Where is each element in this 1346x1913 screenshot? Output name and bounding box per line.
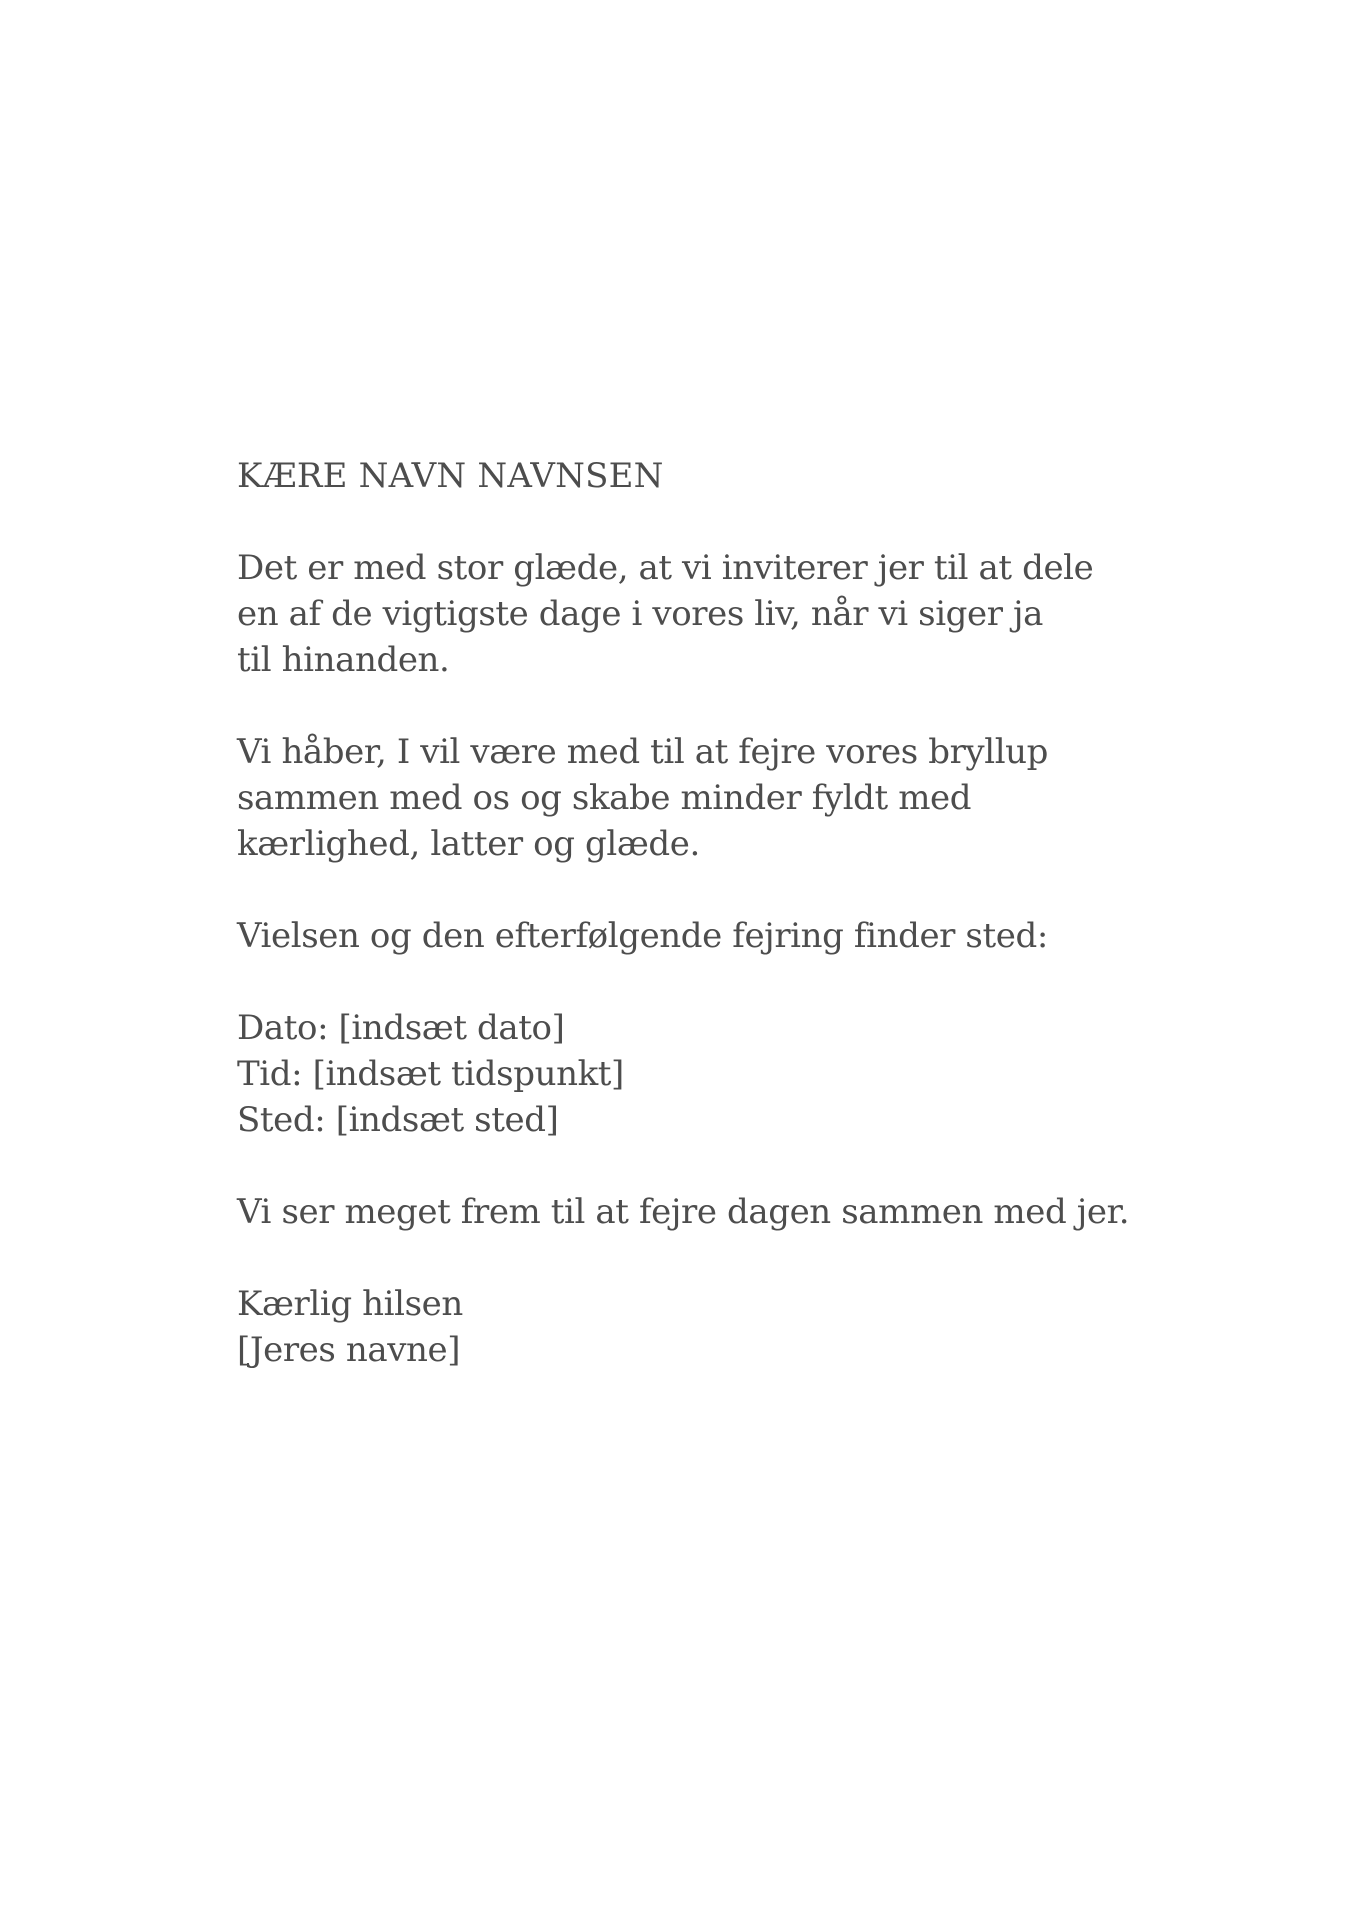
- paragraph-line: sammen med os og skabe minder fyldt med: [237, 778, 972, 818]
- signoff-greeting: Kærlig hilsen: [237, 1284, 463, 1324]
- salutation-block: [237, 453, 1167, 499]
- signoff-block: [237, 1281, 1167, 1373]
- invitation-paragraph: [237, 545, 1167, 683]
- event-time: Tid: [indsæt tidspunkt]: [237, 1054, 624, 1094]
- paragraph-line: en af de vigtigste dage i vores liv, når vi siger ja: [237, 594, 1044, 634]
- celebration-paragraph: [237, 729, 1167, 867]
- closing-text: Vi ser meget frem til at fejre dagen sammen med jer.: [237, 1192, 1130, 1232]
- event-details: [237, 1005, 1167, 1143]
- paragraph-line: kærlighed, latter og glæde.: [237, 824, 700, 864]
- venue-intro: [237, 913, 1167, 959]
- paragraph-line: Det er med stor glæde, at vi inviterer jer til at dele: [237, 548, 1094, 588]
- signoff-names: [Jeres navne]: [237, 1330, 461, 1370]
- closing-paragraph: [237, 1189, 1167, 1235]
- salutation: KÆRE NAVN NAVNSEN: [237, 456, 664, 496]
- event-place: Sted: [indsæt sted]: [237, 1100, 559, 1140]
- paragraph-line: til hinanden.: [237, 640, 450, 680]
- venue-intro-text: Vielsen og den efterfølgende fejring finder sted:: [237, 916, 1048, 956]
- invitation-letter: [237, 453, 1167, 1373]
- event-date: Dato: [indsæt dato]: [237, 1008, 565, 1048]
- paragraph-line: Vi håber, I vil være med til at fejre vores bryllup: [237, 732, 1049, 772]
